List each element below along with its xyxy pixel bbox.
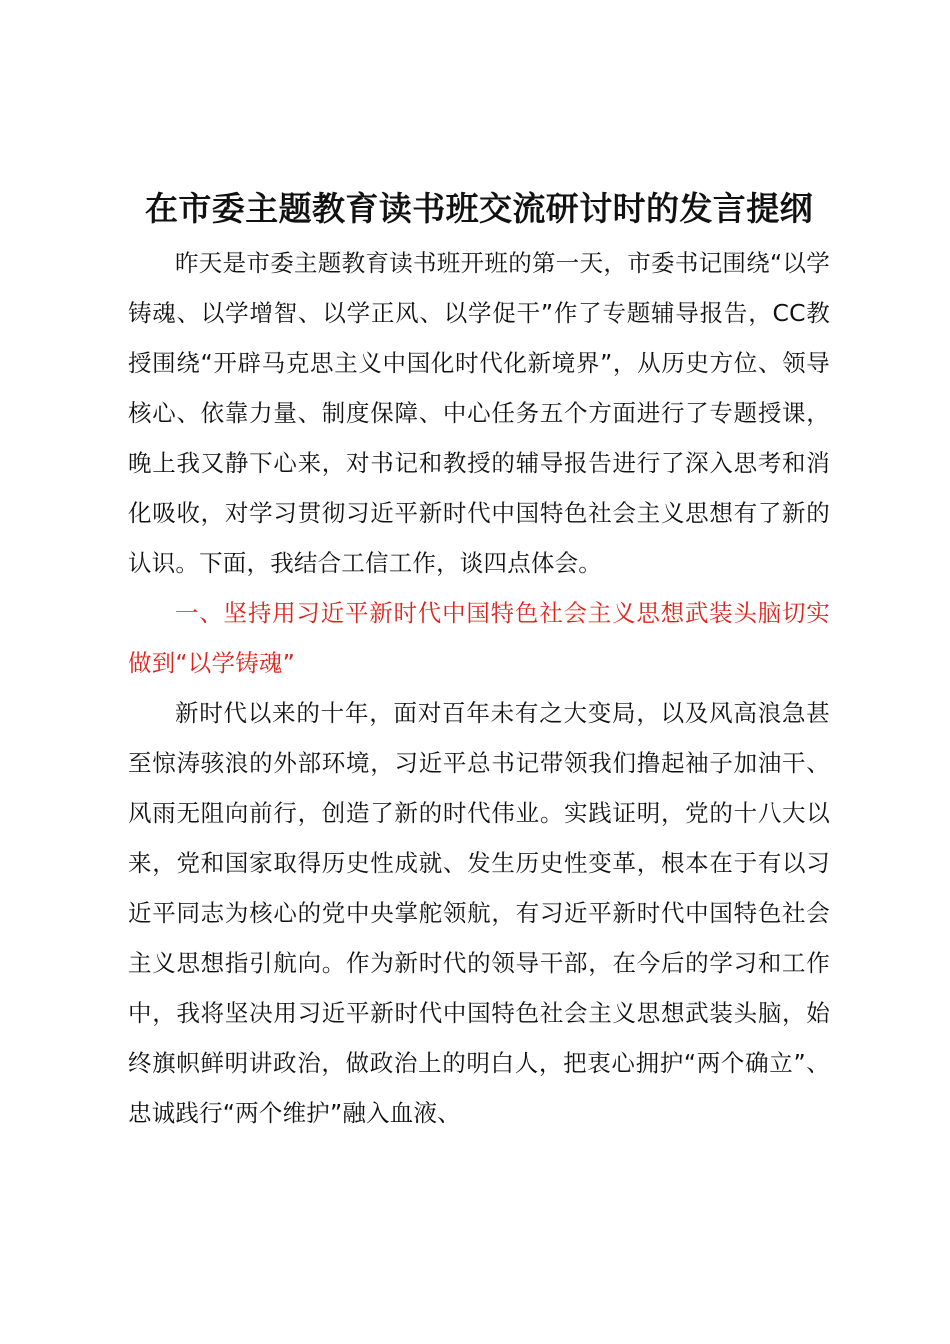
- section-1-paragraph: 新时代以来的十年，面对百年未有之大变局，以及风高浪急甚至惊涛骇浪的外部环境，习近平总书记带领我们撸起袖子加油干、风雨无阻向前行，创造了新的时代伟业。实践证明，党的十八大以来，党和国家取得历史性成就、发生历史性变革，根本在于有以习近平同志为核心的党中央掌舵领航，有习近平新时代中国特色社会主义思想指引航向。作为新时代的领导干部，在今后的学习和工作中，我将坚决用习近平新时代中国特色社会主义思想武装头脑，始终旗帜鲜明讲政治，做政治上的明白人，把衷心拥护“两个确立”、忠诚践行“两个维护”融入血液、: [128, 699, 830, 1127]
- document-title: 在市委主题教育读书班交流研讨时的发言提纲: [145, 189, 813, 228]
- document-page: [128, 180, 830, 1138]
- section-heading-1: 一、坚持用习近平新时代中国特色社会主义思想武装头脑切实做到“以学铸魂”: [128, 599, 830, 677]
- intro-paragraph: 昨天是市委主题教育读书班开班的第一天，市委书记围绕“以学铸魂、以学增智、以学正风、以学促干”作了专题辅导报告，CC教授围绕“开辟马克思主义中国化时代化新境界”，从历史方位、领导核心、依靠力量、制度保障、中心任务五个方面进行了专题授课，晚上我又静下心来，对书记和教授的辅导报告进行了深入思考和消化吸收，对学习贯彻习近平新时代中国特色社会主义思想有了新的认识。下面，我结合工信工作，谈四点体会。: [128, 249, 830, 577]
